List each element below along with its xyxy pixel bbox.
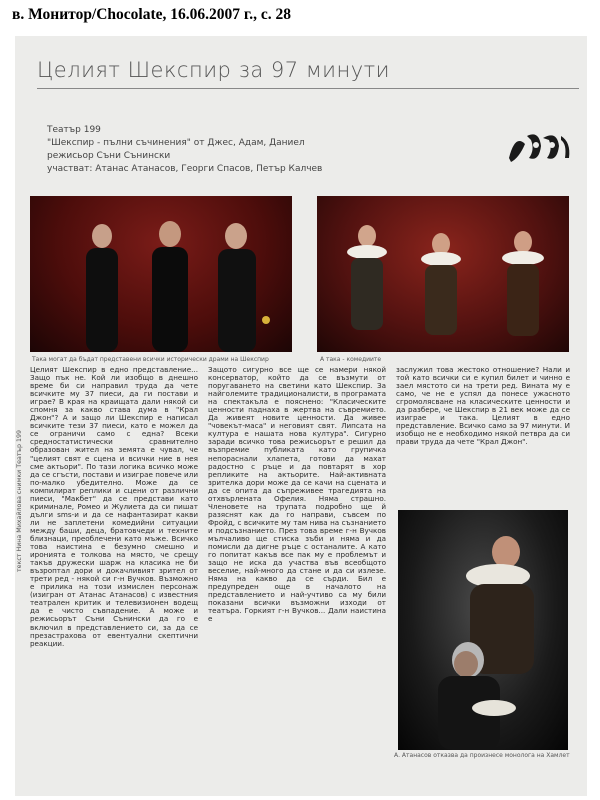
photo-caption: А така - комедиите (320, 356, 382, 363)
article-column-3: заслужил това жестоко отношение? Нали и той като всички си е купил билет и чинно е заел мястото си на трети ред. Вината му е само, че не е успял да понесе ужасното сгромолясване на класическите ценности и да разбере, че Шекспир в 21 век може да се изиграе и така. Целият в едно представление. Всичко само за 97 минути. И изобщо не е необходимо някой петвра да си прави труда да чете "Крал Джон". (396, 365, 570, 447)
photo-credit-text: текст Нина Михайлова снимки Театър 199 (16, 430, 23, 572)
theatre-199-logo-icon (505, 128, 575, 168)
article-column-1: Целият Шекспир в едно представление... Защо пък не. Кой ли изобщо в днешно време би си направил труда да чете всичките му 37 пиеси, да ги постави и играе? В края на краищата дали някой си спомня за какво става дума в "Крал Джон"? А и защо ли Шекспир е написал всичките тези 37 пиеси, като е можел да се ограничи само с една? Всеки средностатистически сравнително образован жител на земята е чувал, че "целият свят е сцена и всички ние в нея сме актьори". По тази логика всичко може да се сгъсти, постави и изиграе повече или по-малко убедително. Може да се компилират реплики и сцени от различни пиеси, "Макбет" да се представи като криминале, Ромео и Жулиета да си пишат дълги sms-и и да се нафантазират какви ли не заплетени комедийни ситуации между баши, деца, братовчеди и техните близнаци, преоблечени като мъже. Всичко това наистина е безумно смешно и иронията е толкова на място, че срещу такъв дружески шарж на класика не би възроптал дори и докачливият зрител от трети ред - някой си г-н Вучков. Възможно е прилика на този измислен персонаж (изигран от Атанас Атанасов) с известния театрален критик и телевизионен водещ да е чисто съвпадение. А може и режисьорът Съни Сънински да го е включил в представлението си, за да се презастрахова от евентуални скептични реакции. (30, 365, 198, 648)
credit-theatre: Театър 199 (47, 125, 101, 135)
photo-three-actors-history (30, 196, 292, 352)
article-title: Целият Шекспир за 97 минути (37, 58, 391, 82)
photo-caption: А. Атанасов отказва да произнесе монолога на Хамлет (394, 752, 570, 759)
production-credits (47, 124, 322, 176)
photo-hamlet-scene (398, 510, 568, 750)
credit-director: режисьор Съни Сънински (47, 151, 171, 161)
publication-citation: в. Монитор/Chocolate, 16.06.2007 г., с. 28 (12, 6, 291, 23)
photo-caption: Така могат да бъдат представени всички исторически драми на Шекспир (32, 356, 269, 363)
photo-three-actors-comedy (317, 196, 569, 352)
credit-cast: участват: Атанас Атанасов, Георги Спасов, Петър Калчев (47, 164, 323, 174)
photo-credit (16, 372, 26, 572)
credit-play: "Шекспир - пълни съчинения" от Джес, Адам, Даниел (47, 138, 305, 148)
title-divider (37, 88, 579, 89)
article-column-2: Защото сигурно все ще се намери някой консерватор, който да се възмути от поругаването на светини като Шекспир. За найголемите традиционалисти, в програмата на спектакъла е пояснено: "Класическите ценности паднаха в жертва на съвремието. Да живеят новите ценности. Да живее "човекът-маса" и неговият свят. Липсата на култура е нашата нова култура". Сигурно заради всичко това режисьорът е решил да възпремие публиката като групичка непораснали хлапета, готови да махат радостно с ръце и да повтарят в хор репликите на актьорите. Най-активната зрителка дори може да се качи на сцената и да се опита да съпреживее трагедията на отхвърлената Офелия. Няма страшно. Членовете на трупата подробно ще й разяснят как да го направи, съвсем по Фройд, с всичките му там нива на съзнанието и подсъзнанието. През това време г-н Вучков мълчаливо ще стиска зъби и няма и да помисли да дигне ръце с останалите. А като го попитат какъв все пак му е проблемът и защо не иска да участва във всеобщото веселие, най-много да стане и да си излезе. Няма на какво да се сърди. Бил е предупреден още в началото на представлението и най-учтиво са му били показани всички възможни изходи от театъра. Горкият г-н Вучков... Дали наистина е (208, 365, 386, 624)
